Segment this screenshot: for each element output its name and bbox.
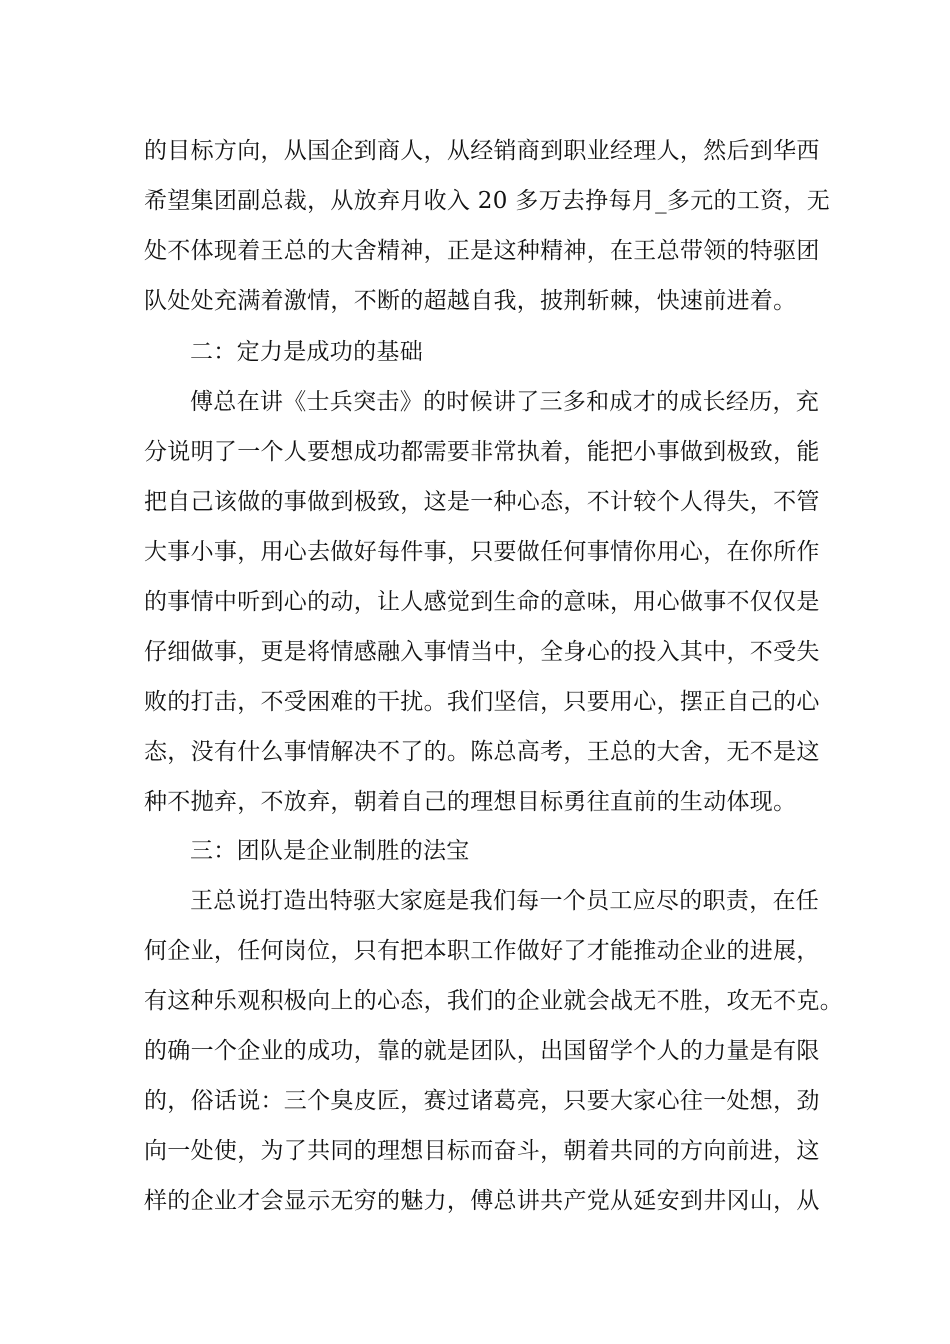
body-text-line: 有这种乐观积极向上的心态，我们的企业就会战无不胜，攻无不克。: [144, 988, 843, 1014]
body-text-line: 败的打击，不受困难的干扰。我们坚信，只要用心，摆正自己的心: [144, 689, 820, 715]
body-text-line: 样的企业才会显示无穷的魅力，傅总讲共产党从延安到井冈山，从: [144, 1188, 820, 1214]
body-text-line: 希望集团副总裁，从放弃月收入 20 多万去挣每月_多元的工资，无: [144, 188, 830, 214]
body-text-line: 傅总在讲《士兵突击》的时候讲了三多和成才的成长经历，充: [190, 389, 820, 415]
body-text-line: 何企业，任何岗位，只有把本职工作做好了才能推动企业的进展，: [144, 938, 820, 964]
body-text-line: 的确一个企业的成功，靠的就是团队，出国留学个人的力量是有限: [144, 1038, 820, 1064]
body-text-line: 的事情中听到心的动，让人感觉到生命的意味，用心做事不仅仅是: [144, 589, 820, 615]
body-text-line: 向一处使，为了共同的理想目标而奋斗，朝着共同的方向前进，这: [144, 1138, 820, 1164]
section-heading: 二：定力是成功的基础: [190, 339, 423, 365]
body-text-line: 把自己该做的事做到极致，这是一种心态，不计较个人得失，不管: [144, 489, 820, 515]
body-text-line: 仔细做事，更是将情感融入事情当中，全身心的投入其中，不受失: [144, 639, 820, 665]
body-text-line: 队处处充满着激情，不断的超越自我，披荆斩棘，快速前进着。: [144, 288, 797, 314]
body-text-line: 处不体现着王总的大舍精神，正是这种精神，在王总带领的特驱团: [144, 238, 820, 264]
body-text-line: 分说明了一个人要想成功都需要非常执着，能把小事做到极致，能: [144, 439, 820, 465]
body-text-line: 种不抛弃，不放弃，朝着自己的理想目标勇往直前的生动体现。: [144, 789, 797, 815]
section-heading: 三：团队是企业制胜的法宝: [190, 838, 470, 864]
body-text-line: 大事小事，用心去做好每件事，只要做任何事情你用心，在你所作: [144, 539, 820, 565]
body-text-line: 的，俗话说：三个臭皮匠，赛过诸葛亮，只要大家心往一处想，劲: [144, 1088, 820, 1114]
body-text-line: 的目标方向，从国企到商人，从经销商到职业经理人，然后到华西: [144, 138, 820, 164]
body-text-line: 态，没有什么事情解决不了的。陈总高考，王总的大舍，无不是这: [144, 739, 820, 765]
body-text-line: 王总说打造出特驱大家庭是我们每一个员工应尽的职责，在任: [190, 888, 820, 914]
